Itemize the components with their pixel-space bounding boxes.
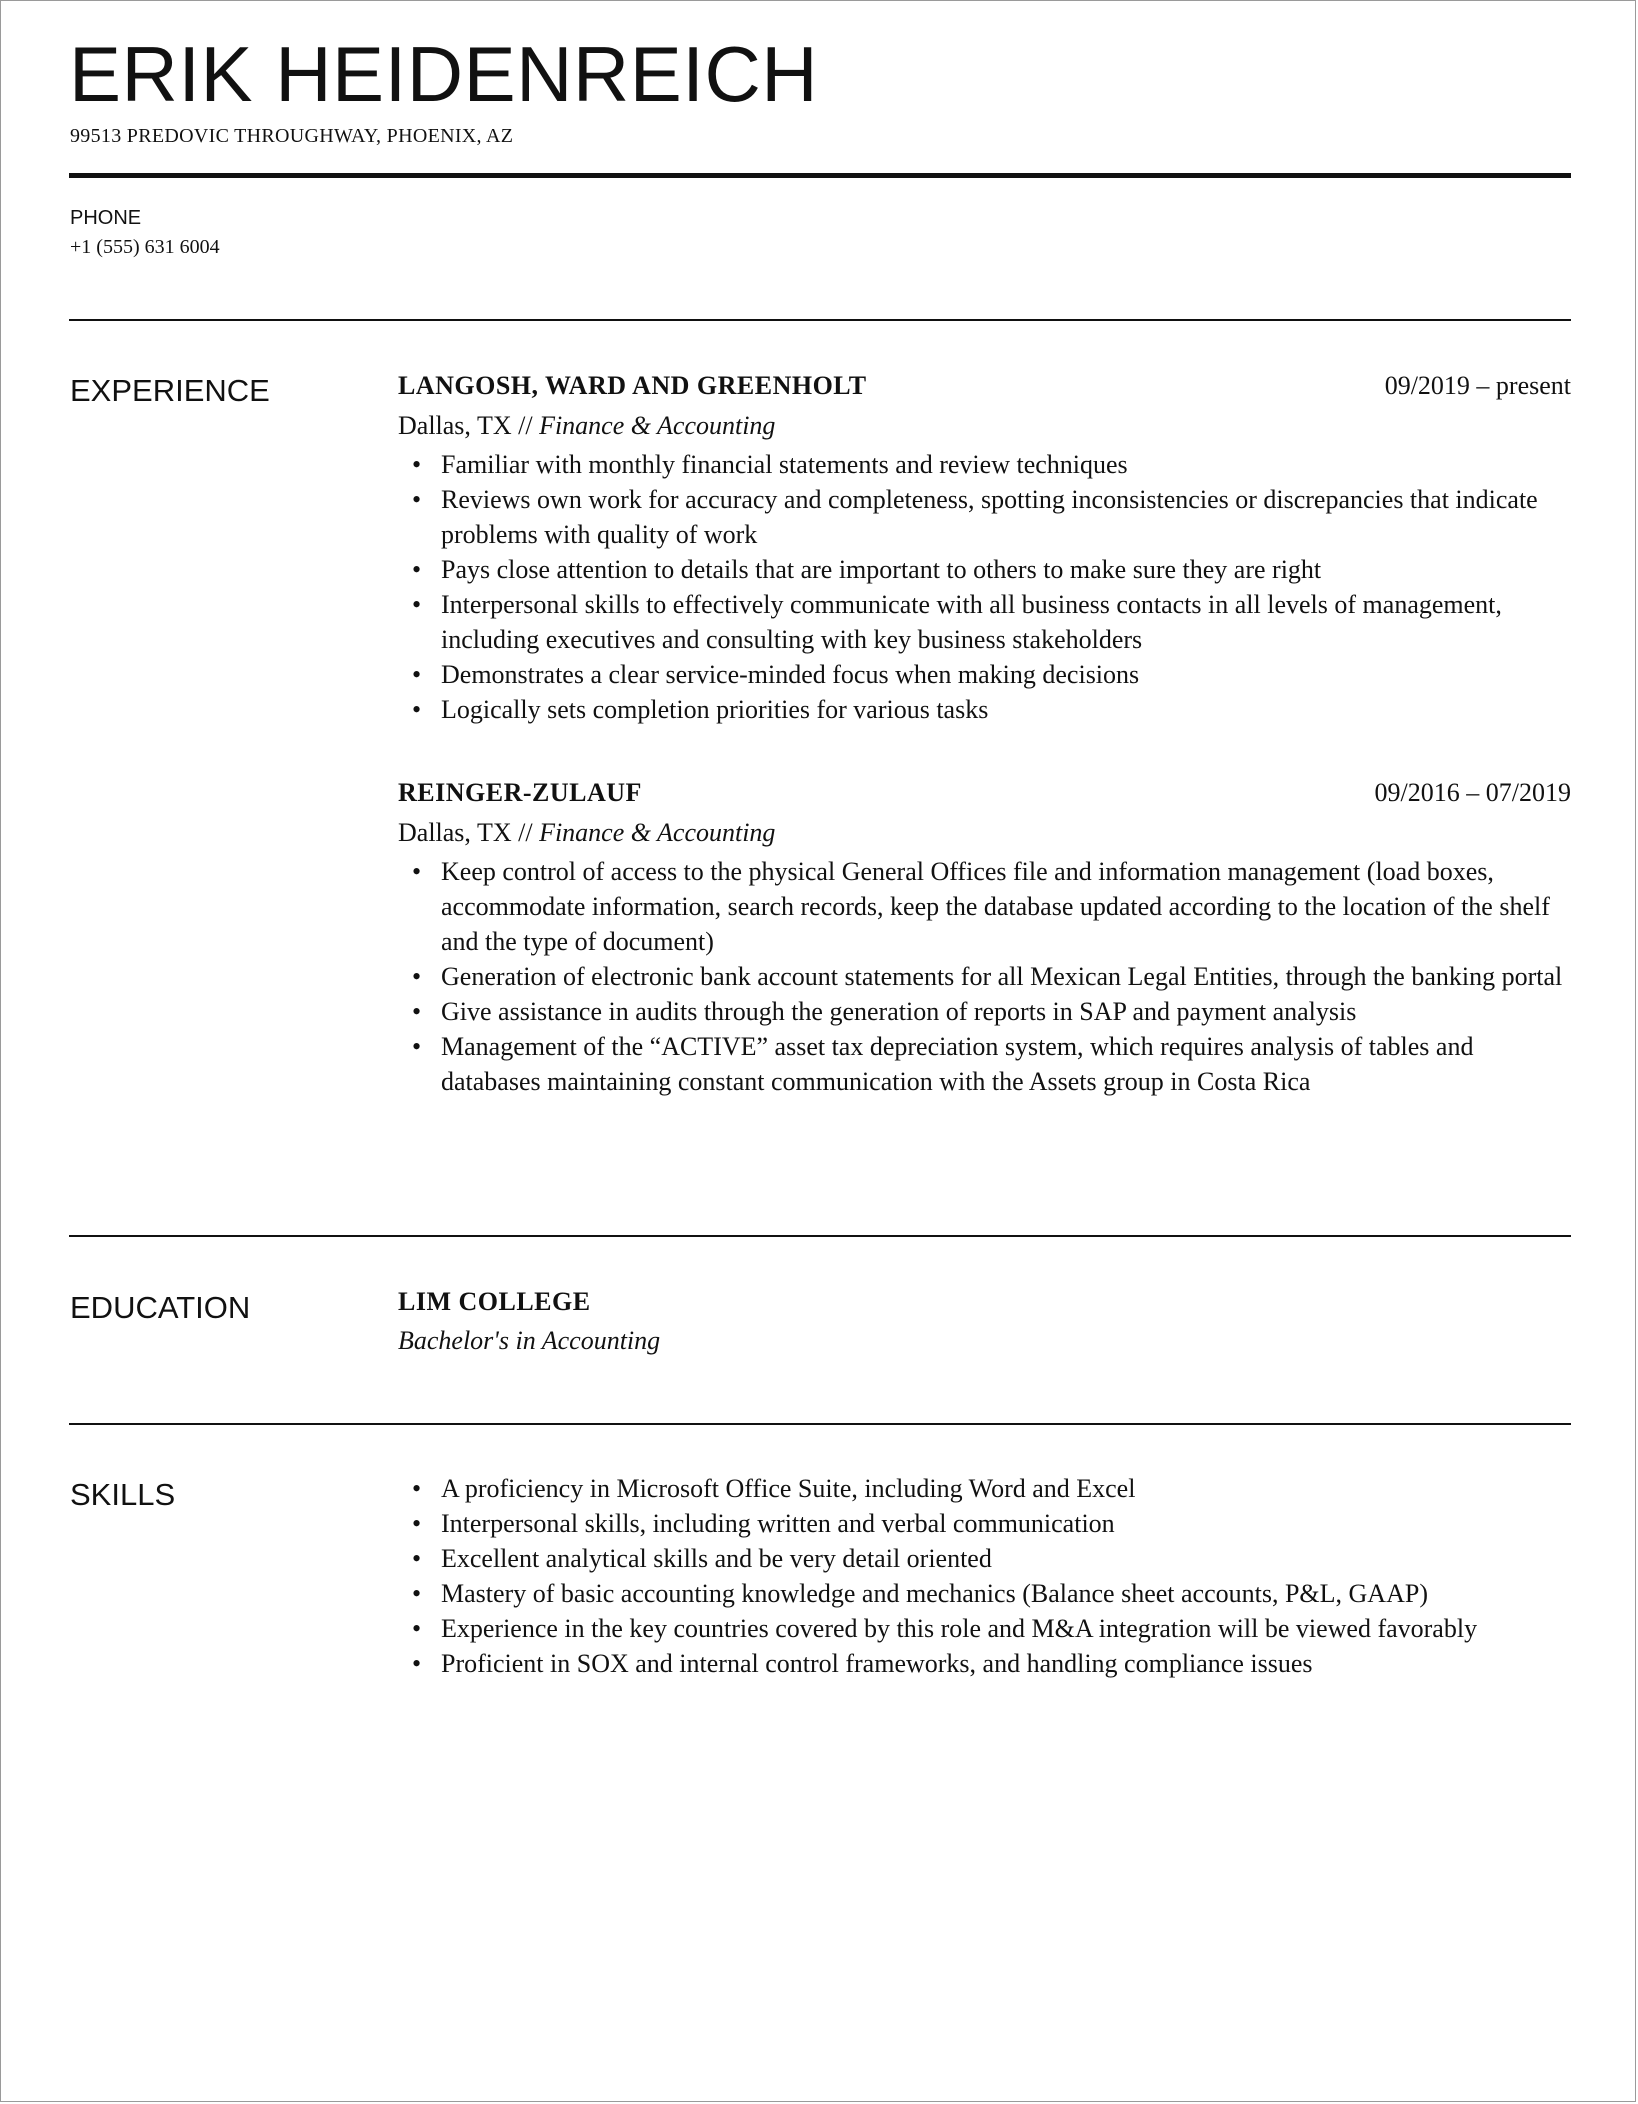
job-bullet: • Give assistance in audits through the generation of reports in SAP and payment analysis bbox=[441, 994, 1571, 1029]
job-header bbox=[398, 368, 1571, 408]
job-bullet: • Familiar with monthly financial statements and review techniques bbox=[441, 447, 1571, 482]
job-department: Finance & Accounting bbox=[539, 818, 776, 847]
experience-section-title: EXPERIENCE bbox=[70, 373, 270, 408]
job-bullet: • Interpersonal skills to effectively communicate with all business contacts in all levels of management, including executives and consulting with key business stakeholders bbox=[441, 587, 1571, 657]
education-section-title: EDUCATION bbox=[70, 1290, 251, 1325]
job-separator: // bbox=[518, 411, 533, 440]
skill-item: • Experience in the key countries covered by this role and M&A integration will be viewed favorably bbox=[441, 1611, 1571, 1646]
candidate-address: 99513 PREDOVIC THROUGHWAY, PHOENIX, AZ bbox=[70, 125, 514, 147]
job-entry bbox=[398, 775, 1571, 1099]
skills-section-title: SKILLS bbox=[70, 1477, 176, 1512]
job-bullet: • Reviews own work for accuracy and completeness, spotting inconsistencies or discrepancies that indicate problems with quality of work bbox=[441, 482, 1571, 552]
experience-section bbox=[398, 368, 1571, 1099]
skills-section bbox=[398, 1471, 1571, 1681]
education-degree: Bachelor's in Accounting bbox=[398, 1326, 661, 1355]
education-section bbox=[398, 1284, 1571, 1358]
experience-divider bbox=[69, 1235, 1571, 1237]
job-dates: 09/2019 – present bbox=[1384, 371, 1571, 400]
job-bullet: • Logically sets completion priorities for various tasks bbox=[441, 692, 1571, 727]
job-location: Dallas, TX bbox=[398, 411, 512, 440]
skill-item: • Excellent analytical skills and be very detail oriented bbox=[441, 1541, 1571, 1576]
phone-label: PHONE bbox=[70, 207, 142, 229]
candidate-name: ERIK HEIDENREICH bbox=[69, 30, 819, 118]
job-separator: // bbox=[518, 818, 533, 847]
job-employer: REINGER-ZULAUF bbox=[398, 778, 642, 807]
education-divider bbox=[69, 1423, 1571, 1425]
contact-divider bbox=[69, 319, 1571, 321]
skill-item: • A proficiency in Microsoft Office Suite, including Word and Excel bbox=[441, 1471, 1571, 1506]
job-bullet: • Pays close attention to details that are important to others to make sure they are right bbox=[441, 552, 1571, 587]
job-employer: LANGOSH, WARD AND GREENHOLT bbox=[398, 371, 867, 400]
job-bullets bbox=[398, 854, 1571, 1099]
job-bullet: • Demonstrates a clear service-minded focus when making decisions bbox=[441, 657, 1571, 692]
phone-number: +1 (555) 631 6004 bbox=[70, 236, 220, 258]
skill-item: • Proficient in SOX and internal control frameworks, and handling compliance issues bbox=[441, 1646, 1571, 1681]
job-location: Dallas, TX bbox=[398, 818, 512, 847]
job-bullets bbox=[398, 447, 1571, 727]
job-location-line bbox=[398, 408, 1571, 443]
skills-list bbox=[398, 1471, 1571, 1681]
job-dates: 09/2016 – 07/2019 bbox=[1374, 778, 1571, 807]
job-bullet: • Keep control of access to the physical General Offices file and information management (load boxes, accommodate information, search records, keep the database updated according to the location of the shelf and the type of document) bbox=[441, 854, 1571, 959]
header-divider bbox=[69, 173, 1571, 178]
job-bullet: • Generation of electronic bank account statements for all Mexican Legal Entities, through the banking portal bbox=[441, 959, 1571, 994]
education-school: LIM COLLEGE bbox=[398, 1287, 591, 1316]
job-bullet: • Management of the “ACTIVE” asset tax depreciation system, which requires analysis of tables and databases maintaining constant communication with the Assets group in Costa Rica bbox=[441, 1029, 1571, 1099]
job-department: Finance & Accounting bbox=[539, 411, 776, 440]
skill-item: • Interpersonal skills, including written and verbal communication bbox=[441, 1506, 1571, 1541]
job-header bbox=[398, 775, 1571, 815]
skill-item: • Mastery of basic accounting knowledge and mechanics (Balance sheet accounts, P&L, GAAP) bbox=[441, 1576, 1571, 1611]
job-location-line bbox=[398, 815, 1571, 850]
job-entry bbox=[398, 368, 1571, 727]
